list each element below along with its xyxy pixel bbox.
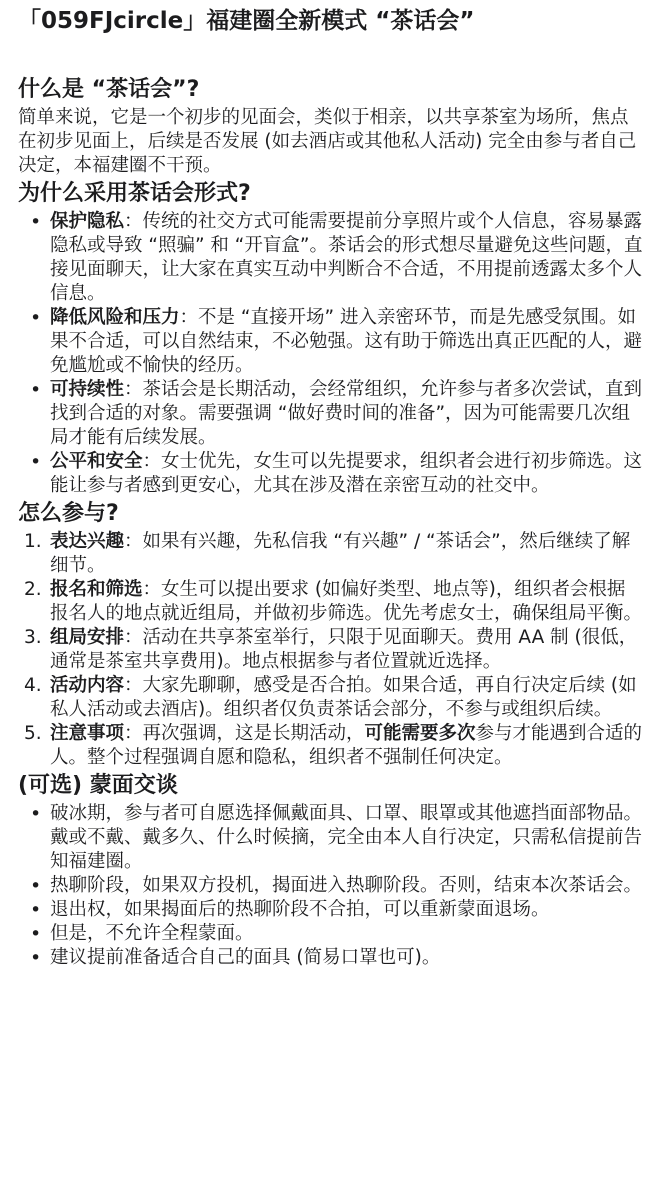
list-item: • 热聊阶段，如果双方投机，揭面进入热聊阶段。否则，结束本次茶话会。 xyxy=(18,874,643,898)
list-item xyxy=(18,306,643,378)
item-number: 5. xyxy=(24,723,42,744)
item-text: ：传统的社交方式可能需要提前分享照片或个人信息，容易暴露隐私或导致 “照骗” 和 “开盲盒”。茶话会的形式想尽量避免这些问题，直接见面聊天，让大家在真实互动中判断合不合适，不用提前透露太多个人信息。 xyxy=(50,211,643,304)
item-number: 3. xyxy=(24,627,42,648)
section-heading-how: 怎么参与? xyxy=(18,501,119,526)
section-heading-masked: (可选) 蒙面交谈 xyxy=(18,773,178,798)
list-item: • 破冰期，参与者可自愿选择佩戴面具、口罩、眼罩或其他遮挡面部物品。戴或不戴、戴多久、什么时候摘，完全由本人自行决定，只需私信提前告知福建圈。 xyxy=(18,802,643,874)
item-term: 报名和筛选 xyxy=(50,579,143,600)
list-item xyxy=(18,722,643,770)
list-item: • 退出权，如果揭面后的热聊阶段不合拍，可以重新蒙面退场。 xyxy=(18,898,643,922)
list-item xyxy=(18,450,643,498)
section-body-what: 简单来说，它是一个初步的见面会，类似于相亲，以共享茶室为场所，焦点在初步见面上，后续是否发展 (如去酒店或其他私人活动) 完全由参与者自己决定，本福建圈不干预。 xyxy=(18,107,637,176)
list-item xyxy=(18,530,643,578)
item-term: 组局安排 xyxy=(50,627,125,648)
item-term: 降低风险和压力 xyxy=(50,307,180,328)
item-text: ：不是 “直接开场” 进入亲密环节，而是先感受氛围。如果不合适，可以自然结束，不必勉强。这有助于筛选出真正匹配的人，避免尴尬或不愉快的经历。 xyxy=(50,307,643,376)
item-number: 1. xyxy=(24,531,42,552)
item-number: 4. xyxy=(24,675,42,696)
item-text: ：活动在共享茶室举行，只限于见面聊天。费用 AA 制 (很低，通常是茶室共享费用)。地点根据参与者位置就近选择。 xyxy=(50,627,638,672)
page-title: 「059FJcircle」福建圈全新模式 “茶话会” xyxy=(18,8,475,34)
item-text: ：茶话会是长期活动，会经常组织，允许参与者多次尝试，直到找到合适的对象。需要强调 “做好费时间的准备”，因为可能需要几次组局才能有后续发展。 xyxy=(50,379,643,448)
item-term: 注意事项 xyxy=(50,723,125,744)
masked-list xyxy=(18,802,643,970)
why-list xyxy=(18,210,643,498)
list-item xyxy=(18,378,643,450)
item-term: 保护隐私 xyxy=(50,211,125,232)
item-term: 公平和安全 xyxy=(50,451,143,472)
how-list xyxy=(18,530,643,770)
list-item: • 建议提前准备适合自己的面具 (简易口罩也可)。 xyxy=(18,946,643,970)
item-text: ：女生可以提出要求 (如偏好类型、地点等)，组织者会根据报名人的地点就近组局，并做初步筛选。优先考虑女士，确保组局平衡。 xyxy=(50,579,643,624)
item-text: ：大家先聊聊，感受是否合拍。如果合适，再自行决定后续 (如私人活动或去酒店)。组织者仅负责茶话会部分，不参与或组织后续。 xyxy=(50,675,637,720)
list-item xyxy=(18,626,643,674)
item-emphasis: 可能需要多次 xyxy=(364,723,476,744)
item-text: ：女士优先，女生可以先提要求，组织者会进行初步筛选。这能让参与者感到更安心，尤其在涉及潜在亲密互动的社交中。 xyxy=(50,451,643,496)
item-text-2: 参与才能遇到合适的人。整个过程强调自愿和隐私，组织者不强制任何决定。 xyxy=(50,723,643,768)
spacer xyxy=(18,38,643,74)
list-item: • 但是，不允许全程蒙面。 xyxy=(18,922,643,946)
section-heading-why: 为什么采用茶话会形式? xyxy=(18,181,251,206)
list-item xyxy=(18,210,643,306)
item-text: ：再次强调，这是长期活动， xyxy=(124,723,365,744)
list-item xyxy=(18,578,643,626)
item-term: 可持续性 xyxy=(50,379,125,400)
list-item xyxy=(18,674,643,722)
item-text: ：如果有兴趣，先私信我 “有兴趣” / “茶话会”，然后继续了解细节。 xyxy=(50,531,631,576)
section-heading-what: 什么是 “茶话会”? xyxy=(18,77,200,102)
item-term: 活动内容 xyxy=(50,675,125,696)
item-number: 2. xyxy=(24,579,42,600)
item-term: 表达兴趣 xyxy=(50,531,125,552)
